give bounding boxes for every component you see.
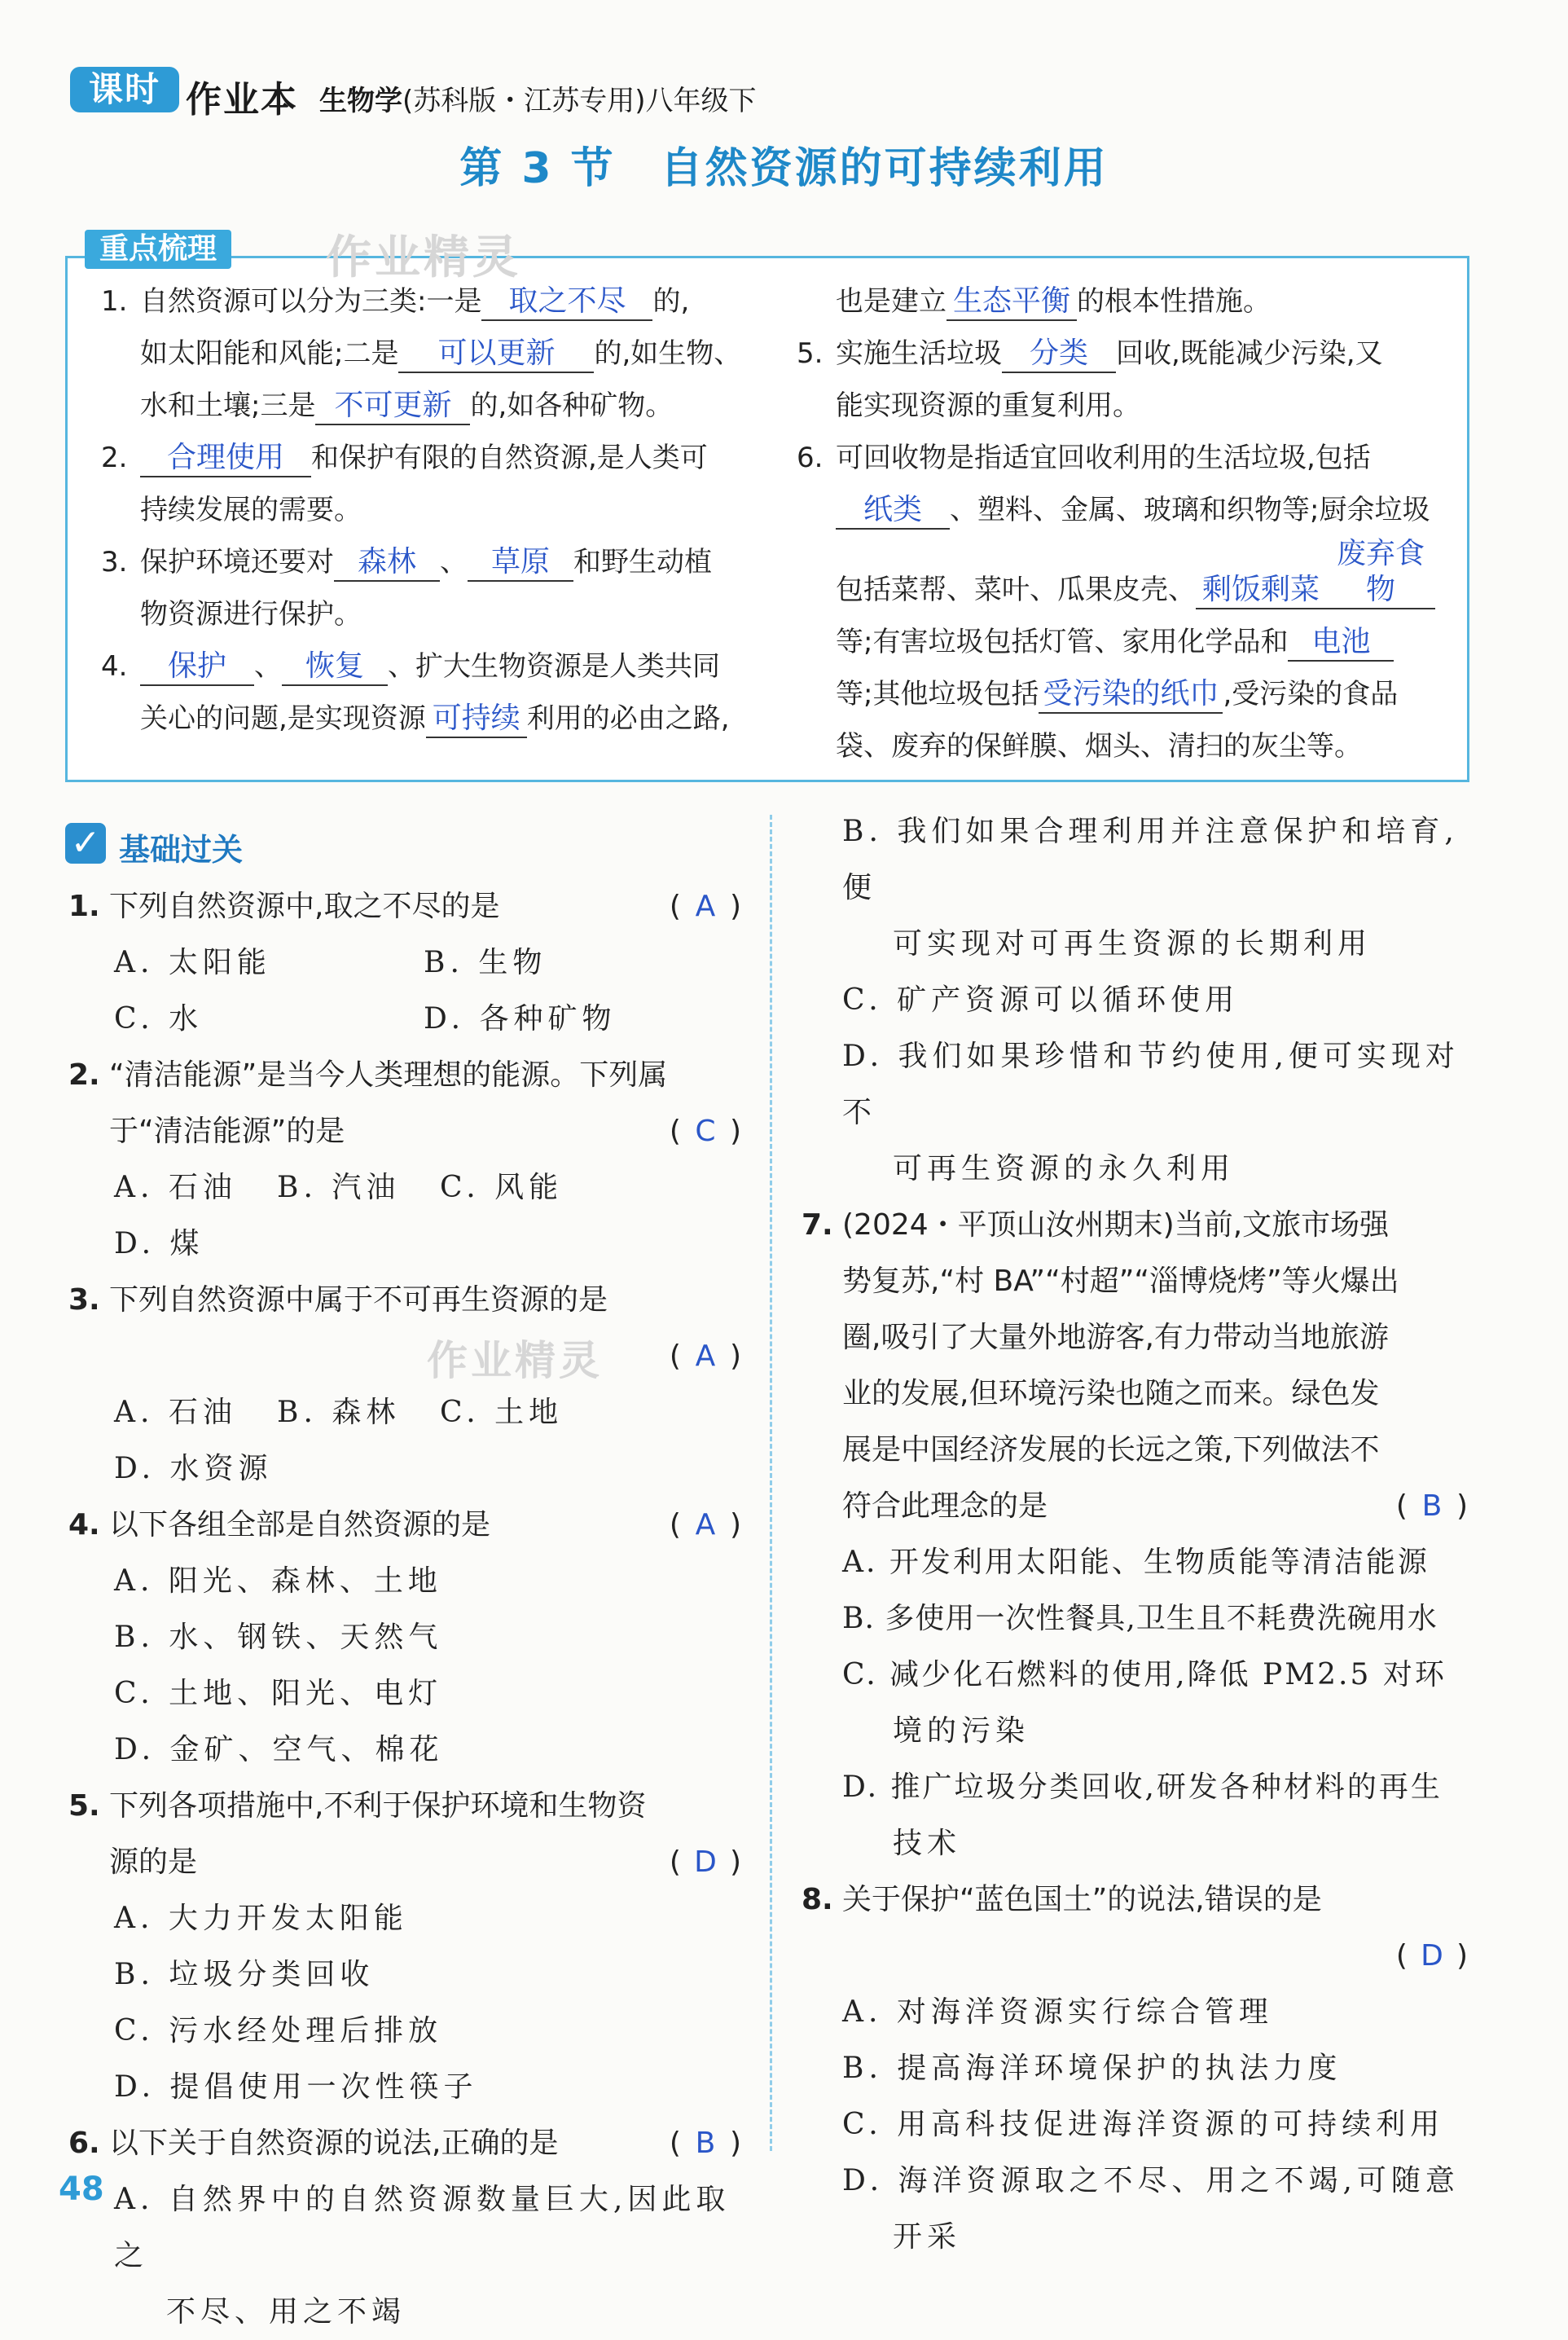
question-8-answer-line bbox=[802, 1928, 1468, 1984]
option: B. 提高海洋环境保护的执法力度 bbox=[842, 2052, 1342, 2085]
basic-practice-label bbox=[65, 820, 277, 867]
answer-blank: 废弃食物 bbox=[1326, 536, 1435, 609]
key-point-3: 3. 保护环境还要对 森林 、 草原 和野生动植 bbox=[101, 536, 744, 588]
option: C. 土地 bbox=[440, 1396, 564, 1429]
answer-blank: 生态平衡 bbox=[947, 284, 1077, 321]
question-7-line: 圈,吸引了大量外地游客,有力带动当地旅游 bbox=[842, 1321, 1389, 1354]
question-6: 6. 以下关于自然资源的说法,正确的是 ( B ) bbox=[68, 2115, 741, 2171]
subject-name: 生物学 bbox=[319, 85, 402, 117]
option: A. 大力开发太阳能 bbox=[114, 1902, 408, 1935]
question-3-options bbox=[68, 1384, 741, 1497]
option-continued: 不尽、用之不竭 bbox=[166, 2295, 406, 2329]
key-point-6-line-3: 包括菜帮、菜叶、瓜果皮壳、 剩饭剩菜废弃食物 bbox=[797, 536, 1448, 616]
question-2-line-2: 于“清洁能源”的是 ( C ) bbox=[68, 1103, 741, 1159]
question-7: 7. (2024・平顶山汝州期末)当前,文旅市场强 bbox=[802, 1208, 1390, 1242]
question-7-line: 业的发展,但环境污染也随之而来。绿色发 bbox=[842, 1377, 1380, 1410]
option: A. 开发利用太阳能、生物质能等清洁能源 bbox=[842, 1546, 1430, 1579]
key-point-1-line-2: 如太阳能和风能;二是 可以更新 的,如生物、 bbox=[101, 328, 744, 380]
option: C. 减少化石燃料的使用,降低 PM2.5 对环 bbox=[842, 1658, 1447, 1691]
option: B. 垃圾分类回收 bbox=[114, 1958, 375, 1991]
key-point-6: 6. 可回收物是指适宜回收利用的生活垃圾,包括 bbox=[797, 442, 1371, 474]
questions-left-column bbox=[68, 878, 741, 2340]
answer: A bbox=[695, 1339, 716, 1373]
option: B. 森林 bbox=[277, 1396, 401, 1429]
answer-blank: 取之不尽 bbox=[481, 284, 652, 321]
option: B. 多使用一次性餐具,卫生且不耗费洗碗用水 bbox=[842, 1602, 1438, 1635]
key-point-3-line-2: 物资源进行保护。 bbox=[140, 598, 362, 631]
option: D. 海洋资源取之不尽、用之不竭,可随意 bbox=[842, 2164, 1460, 2197]
answer-blank: 纸类 bbox=[836, 492, 950, 530]
option: A. 石油 bbox=[114, 1396, 237, 1429]
question-3: 3. 下列自然资源中属于不可再生资源的是 bbox=[68, 1283, 608, 1317]
answer-blank: 分类 bbox=[1002, 336, 1116, 373]
option: C. 用高科技促进海洋资源的可持续利用 bbox=[842, 2108, 1445, 2141]
answer: D bbox=[694, 1845, 717, 1879]
answer-bracket: ( B ) bbox=[670, 2115, 741, 2171]
key-point-4-line-3: 也是建立 生态平衡 的根本性措施。 bbox=[797, 275, 1448, 328]
series-logo: 课时 bbox=[70, 67, 179, 112]
key-point-1: 1. 自然资源可以分为三类:一是 取之不尽 的, bbox=[101, 275, 744, 328]
questions-right-column bbox=[802, 803, 1468, 2265]
option: D. 煤 bbox=[114, 1227, 204, 1260]
answer: A bbox=[695, 1508, 716, 1542]
answer-bracket: ( D ) bbox=[670, 1834, 741, 1890]
answer: B bbox=[1421, 1489, 1443, 1523]
answer-blank: 不可更新 bbox=[315, 388, 470, 425]
key-point-6-line-2: 纸类 、塑料、金属、玻璃和织物等;厨余垃圾 bbox=[797, 484, 1448, 536]
key-point-4-line-2: 关心的问题,是实现资源 可持续 利用的必由之路, bbox=[101, 693, 744, 745]
page-number: 48 bbox=[59, 2171, 104, 2208]
option: A. 对海洋资源实行综合管理 bbox=[842, 1995, 1273, 2029]
answer-blank: 受污染的纸巾 bbox=[1039, 676, 1223, 714]
key-point-1-line-3: 水和土壤;三是 不可更新 的,如各种矿物。 bbox=[101, 380, 744, 432]
answer-blank: 森林 bbox=[334, 544, 440, 582]
option: A. 石油 bbox=[114, 1171, 237, 1204]
key-points-right-column bbox=[797, 275, 1448, 772]
option: C. 污水经处理后排放 bbox=[114, 2014, 443, 2048]
option: B. 汽油 bbox=[277, 1171, 401, 1204]
question-1-options bbox=[68, 991, 741, 1047]
answer-blank: 恢复 bbox=[282, 649, 388, 686]
option: D. 我们如果珍惜和节约使用,便可实现对不 bbox=[842, 1040, 1460, 1129]
option: A. 自然界中的自然资源数量巨大,因此取之 bbox=[114, 2183, 731, 2272]
option-continued: 技术 bbox=[893, 1827, 962, 1860]
key-points-label: 重点梳理 bbox=[85, 230, 231, 269]
key-points-left-column bbox=[101, 275, 744, 745]
option-continued: 境的污染 bbox=[893, 1714, 1030, 1748]
option: B. 水、钢铁、天然气 bbox=[114, 1621, 443, 1654]
key-point-4: 4. 保护 、 恢复 、扩大生物资源是人类共同 bbox=[101, 640, 744, 693]
key-point-2-line-2: 持续发展的需要。 bbox=[140, 494, 362, 526]
option: D. 金矿、空气、棉花 bbox=[114, 1733, 444, 1766]
question-2: 2. “清洁能源”是当今人类理想的能源。下列属 bbox=[68, 1058, 668, 1092]
key-point-6-line-6: 袋、废弃的保鲜膜、烟头、清扫的灰尘等。 bbox=[836, 730, 1362, 763]
answer-bracket: ( B ) bbox=[1396, 1478, 1468, 1534]
subject-edition: (苏科版・江苏专用)八年级下 bbox=[402, 85, 757, 117]
watermark: 作业精灵 bbox=[427, 1337, 603, 1384]
option: A. 太阳能 bbox=[114, 946, 271, 979]
option: C. 水 bbox=[114, 1002, 204, 1036]
option: D. 水资源 bbox=[114, 1452, 273, 1485]
answer-bracket: ( D ) bbox=[1396, 1928, 1468, 1984]
answer-blank: 电池 bbox=[1288, 624, 1394, 662]
question-7-line: 符合此理念的是 ( B ) bbox=[802, 1478, 1468, 1534]
answer-blank: 可持续 bbox=[426, 701, 527, 738]
option-continued: 开采 bbox=[893, 2220, 962, 2254]
option: D. 提倡使用一次性筷子 bbox=[114, 2070, 478, 2104]
answer-blank: 剩饭剩菜 bbox=[1196, 572, 1326, 609]
answer-blank: 保护 bbox=[140, 649, 254, 686]
question-8: 8. 关于保护“蓝色国土”的说法,错误的是 bbox=[802, 1883, 1322, 1916]
option: C. 土地、阳光、电灯 bbox=[114, 1677, 443, 1710]
question-3-answer-line bbox=[68, 1328, 741, 1384]
answer-blank: 草原 bbox=[468, 544, 573, 582]
basic-practice-title: 基础过关 bbox=[119, 832, 244, 868]
question-5-line-2: 源的是 ( D ) bbox=[68, 1834, 741, 1890]
option: B. 生物 bbox=[424, 946, 547, 979]
key-point-6-line-4: 等;有害垃圾包括灯管、家用化学品和 电池 bbox=[797, 616, 1448, 668]
answer-blank: 可以更新 bbox=[398, 336, 594, 373]
subject-line bbox=[319, 78, 757, 118]
option: D. 推广垃圾分类回收,研发各种材料的再生 bbox=[842, 1770, 1443, 1804]
answer-bracket: ( A ) bbox=[670, 1328, 741, 1384]
option: B. 我们如果合理利用并注意保护和培育,便 bbox=[842, 815, 1459, 904]
question-1-options bbox=[68, 935, 741, 991]
watermark: 作业精灵 bbox=[326, 231, 521, 284]
question-5: 5. 下列各项措施中,不利于保护环境和生物资 bbox=[68, 1789, 647, 1823]
key-point-2: 2. 合理使用 和保护有限的自然资源,是人类可 bbox=[101, 432, 744, 484]
question-4: 4. 以下各组全部是自然资源的是 ( A ) bbox=[68, 1497, 741, 1553]
option: C. 风能 bbox=[440, 1171, 564, 1204]
key-point-5-line-2: 能实现资源的重复利用。 bbox=[836, 389, 1140, 422]
book-name: 作业本 bbox=[186, 79, 298, 121]
answer-bracket: ( A ) bbox=[670, 1497, 741, 1553]
answer: C bbox=[695, 1115, 716, 1148]
column-divider bbox=[770, 815, 772, 2151]
answer: A bbox=[695, 890, 716, 923]
option: A. 阳光、森林、土地 bbox=[114, 1564, 442, 1598]
question-7-line: 展是中国经济发展的长远之策,下列做法不 bbox=[842, 1433, 1380, 1467]
question-7-line: 势复苏,“村 BA”“村超”“淄博烧烤”等火爆出 bbox=[842, 1265, 1399, 1298]
checkbox-icon: ✓ bbox=[65, 823, 106, 864]
option-continued: 可再生资源的永久利用 bbox=[893, 1152, 1236, 1185]
key-point-6-line-5: 等;其他垃圾包括 受污染的纸巾 ,受污染的食品 bbox=[797, 668, 1448, 720]
section-title: 第 3 节 自然资源的可持续利用 bbox=[459, 144, 1109, 193]
answer-bracket: ( A ) bbox=[670, 878, 741, 935]
option: C. 矿产资源可以循环使用 bbox=[842, 983, 1240, 1017]
option: D. 各种矿物 bbox=[424, 1002, 617, 1036]
answer-blank: 合理使用 bbox=[140, 440, 311, 477]
option-continued: 可实现对可再生资源的长期利用 bbox=[893, 927, 1373, 961]
answer: D bbox=[1421, 1939, 1443, 1973]
answer-bracket: ( C ) bbox=[670, 1103, 741, 1159]
answer: B bbox=[695, 2127, 716, 2160]
question-1: 1. 下列自然资源中,取之不尽的是 ( A ) bbox=[68, 878, 741, 935]
key-point-5: 5. 实施生活垃圾 分类 回收,既能减少污染,又 bbox=[797, 328, 1448, 380]
question-2-options bbox=[68, 1159, 741, 1272]
